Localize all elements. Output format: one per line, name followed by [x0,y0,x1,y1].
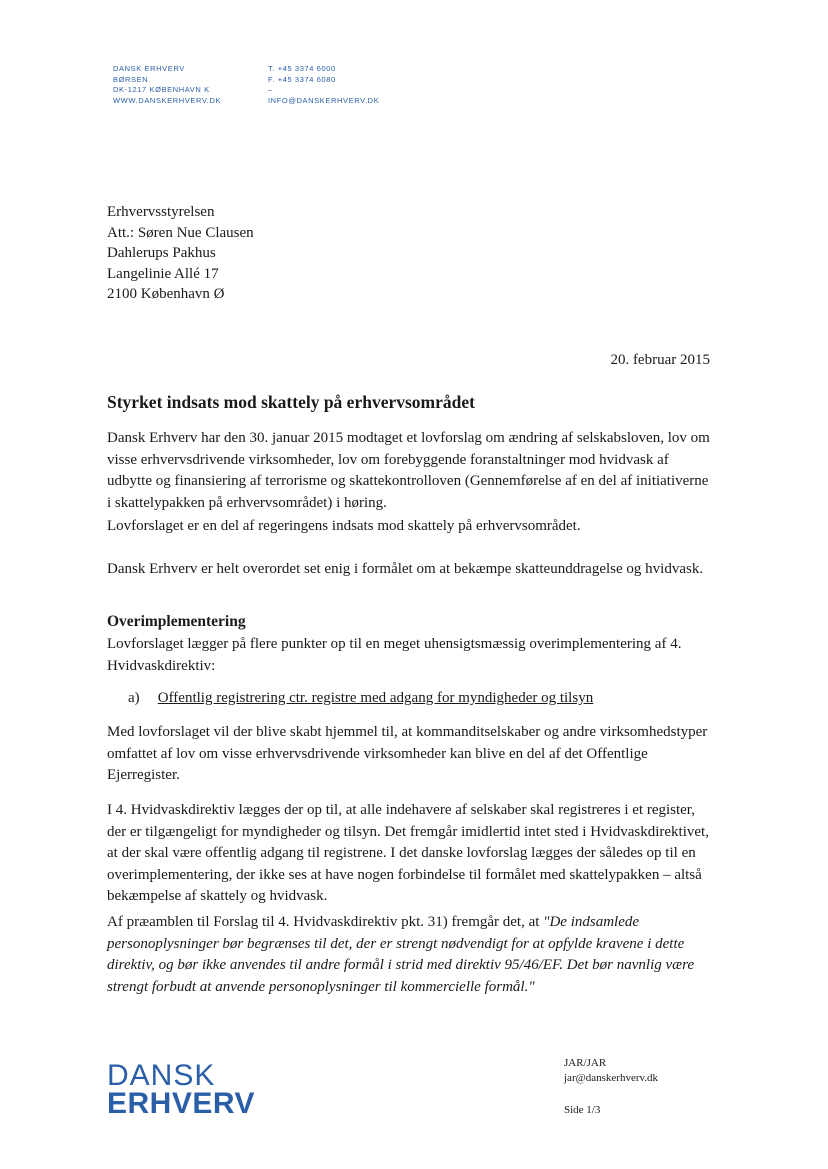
recipient-line: Att.: Søren Nue Clausen [107,224,254,241]
dansk-erhverv-logo [107,1059,255,1120]
paragraph-text [107,912,712,998]
letter-date: 20. februar 2015 [610,352,710,368]
list-label: a) [128,690,140,706]
recipient-line: Dahlerups Pakhus [107,245,216,261]
directive-quote: "De indsamlede personoplysninger bør begrænses til det, der er strengt nødvendigt for at opfylde kravene i dette direktiv, og bør ikke anvendes til andre formål i strid med direktiv 95/46/EF. Det bør navnlig være strengt forbudt at anvende personoplysninger til kommercielle formål." [107,914,695,995]
logo-line-1: DANSK [107,1059,216,1092]
paragraph-2 [107,516,712,538]
paragraph-text: Med lovforslaget vil der blive skabt hjemmel til, at kommanditselskaber og andre virksomhedstyper omfattet af lov om visse erhvervsdrivende virksomheder kan blive en del af det Offentlige Ejerregister. [107,724,708,783]
list-text: Offentlig registrering ctr. registre med adgang for myndigheder og tilsyn [157,690,594,706]
sender-website: WWW.DANSKERHVERV.DK [113,95,222,105]
section-heading: Overimplementering [107,613,246,630]
list-item [128,690,593,707]
paragraph-4 [107,634,712,677]
sender-dash: – [268,85,273,94]
paragraph-text: I 4. Hvidvaskdirektiv lægges der op til, at alle indehavere af selskaber skal registreres i et register, der er tilgængeligt for myndigheder og tilsyn. Det fremgår imidlertid intet sted i Hvidvaskdirektivet, at der skal være offentlig adgang til registrene. I det danske lovforslag lægges der således op til en overimplementering, der ikke ses at have nogen forbindelse til formålet med skattelypakken – altså bekæmpelse af skattely og hvidvask. [107,802,709,904]
sender-fax: F. +45 3374 6080 [268,74,336,84]
page-number: Side 1/3 [564,1104,601,1116]
paragraph-3 [107,559,712,581]
recipient-line: Erhvervsstyrelsen [107,204,215,220]
paragraph-5 [107,722,712,787]
sender-email: INFO@DANSKERHVERV.DK [268,95,380,105]
letter-title: Styrket indsats mod skattely på erhvervsområdet [107,392,475,412]
paragraph-6 [107,800,712,908]
recipient-line: Langelinie Allé 17 [107,265,219,282]
footer-email: jar@danskerhverv.dk [564,1072,659,1084]
sender-address [113,64,221,106]
paragraph-text: Dansk Erhverv er helt overordet set enig i formålet om at bekæmpe skatteunddragelse og hvidvask. [107,561,704,577]
recipient-line: 2100 København Ø [107,286,225,302]
sender-building: BØRSEN [113,74,149,84]
paragraph-text: Lovforslaget lægger på flere punkter op til en meget uhensigtsmæssig overimplementering af 4. Hvidvaskdirektiv: [107,636,682,674]
quote-intro: Af præamblen til Forslag til 4. Hvidvaskdirektiv pkt. 31) fremgår det, at [107,914,544,930]
recipient-address [107,202,254,305]
sender-contact [268,64,379,106]
paragraph-text: Lovforslaget er en del af regeringens indsats mod skattely på erhvervsområdet. [107,518,581,534]
logo-line-2: ERHVERV [107,1087,255,1120]
paragraph-7 [107,912,712,998]
sender-phone: T. +45 3374 6000 [268,64,336,73]
footer-initials: JAR/JAR [564,1057,607,1069]
footer [564,1056,658,1118]
sender-name: DANSK ERHVERV [113,64,185,73]
paragraph-1 [107,428,712,514]
paragraph-text: Dansk Erhverv har den 30. januar 2015 modtaget et lovforslag om ændring af selskabsloven, lov om visse erhvervsdrivende virksomheder, lov om forebyggende foranstaltninger mod hvidvask af udbytte og finansiering af terrorisme og skattekontrolloven (Gennemførelse af en del af initiativerne i skattelypakken på erhvervsområdet) i høring. [107,430,710,511]
sender-postcode: DK-1217 KØBENHAVN K [113,85,210,94]
